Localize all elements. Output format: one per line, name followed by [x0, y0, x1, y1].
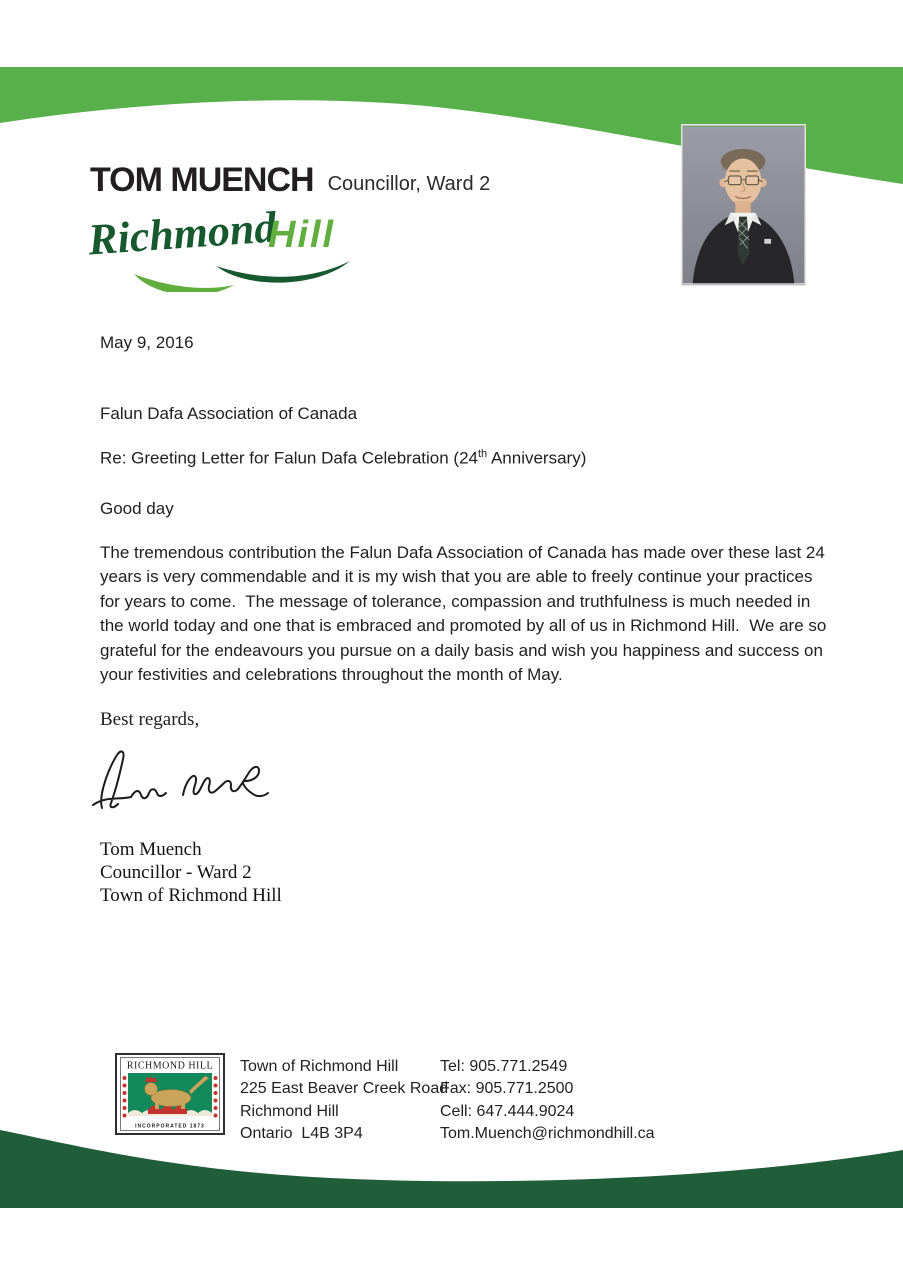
footer-address-line: Town of Richmond Hill — [240, 1058, 399, 1075]
body-line: for years to come. The message of tolerance, compassion and truthfulness is much needed in — [100, 591, 811, 611]
footer-email: Tom.Muench@richmondhill.ca — [440, 1124, 655, 1142]
richmond-hill-logo — [86, 202, 358, 292]
letter-body — [100, 541, 870, 687]
subject-ordinal: th — [477, 448, 488, 460]
subject-suffix: Anniversary) — [487, 448, 587, 468]
logo-script-text: Richmond — [86, 202, 278, 265]
councillor-photo — [682, 125, 805, 285]
footer-tel: Tel: 905.771.2549 — [440, 1058, 568, 1075]
councillor-title: Councillor, Ward 2 — [327, 173, 491, 195]
portrait-illustration — [683, 126, 804, 284]
body-line: grateful for the endeavours you pursue on a daily basis and wish you happiness and success on — [100, 640, 823, 660]
footer-address-line: Ontario L4B 3P4 — [240, 1124, 363, 1142]
footer-address-line: Richmond Hill — [240, 1102, 339, 1120]
body-line: years is very commendable and it is my wish that you are able to freely continue your practices — [100, 567, 813, 587]
letterhead-name-row — [90, 163, 490, 197]
letter-date: May 9, 2016 — [100, 333, 194, 352]
signer-name: Tom Muench — [100, 839, 202, 860]
logo-hill-text: Hill — [268, 214, 336, 256]
footer-fax: Fax: 905.771.2500 — [440, 1080, 574, 1098]
body-line: your festivities and celebrations throughout the month of May. — [100, 665, 563, 685]
body-line: The tremendous contribution the Falun Dafa Association of Canada has made over these last 24 — [100, 543, 825, 562]
salutation: Good day — [100, 499, 174, 518]
footer-cell: Cell: 647.444.9024 — [440, 1102, 575, 1120]
logo-swoosh-icon — [130, 258, 360, 292]
body-line: the world today and one that is embraced and promoted by all of us in Richmond Hill. We are so — [100, 616, 827, 636]
signer-title: Councillor - Ward 2 — [100, 862, 252, 883]
councillor-name: TOM MUENCH — [90, 161, 314, 199]
crest-top-text: RICHMOND HILL — [126, 1060, 214, 1072]
subject-prefix: Re: Greeting Letter for Falun Dafa Celebration (24 — [100, 448, 478, 468]
signature-scribble — [86, 748, 281, 820]
subject-line — [100, 448, 586, 469]
footer-banner-wave — [0, 1118, 903, 1208]
crest-bottom-text: INCORPORATED 1873 — [135, 1123, 205, 1130]
recipient-name: Falun Dafa Association of Canada — [100, 404, 358, 423]
signature-block — [100, 838, 282, 907]
signer-org: Town of Richmond Hill — [100, 885, 282, 906]
closing-line: Best regards, — [100, 709, 200, 730]
footer-address-line: 225 East Beaver Creek Road — [240, 1080, 449, 1098]
